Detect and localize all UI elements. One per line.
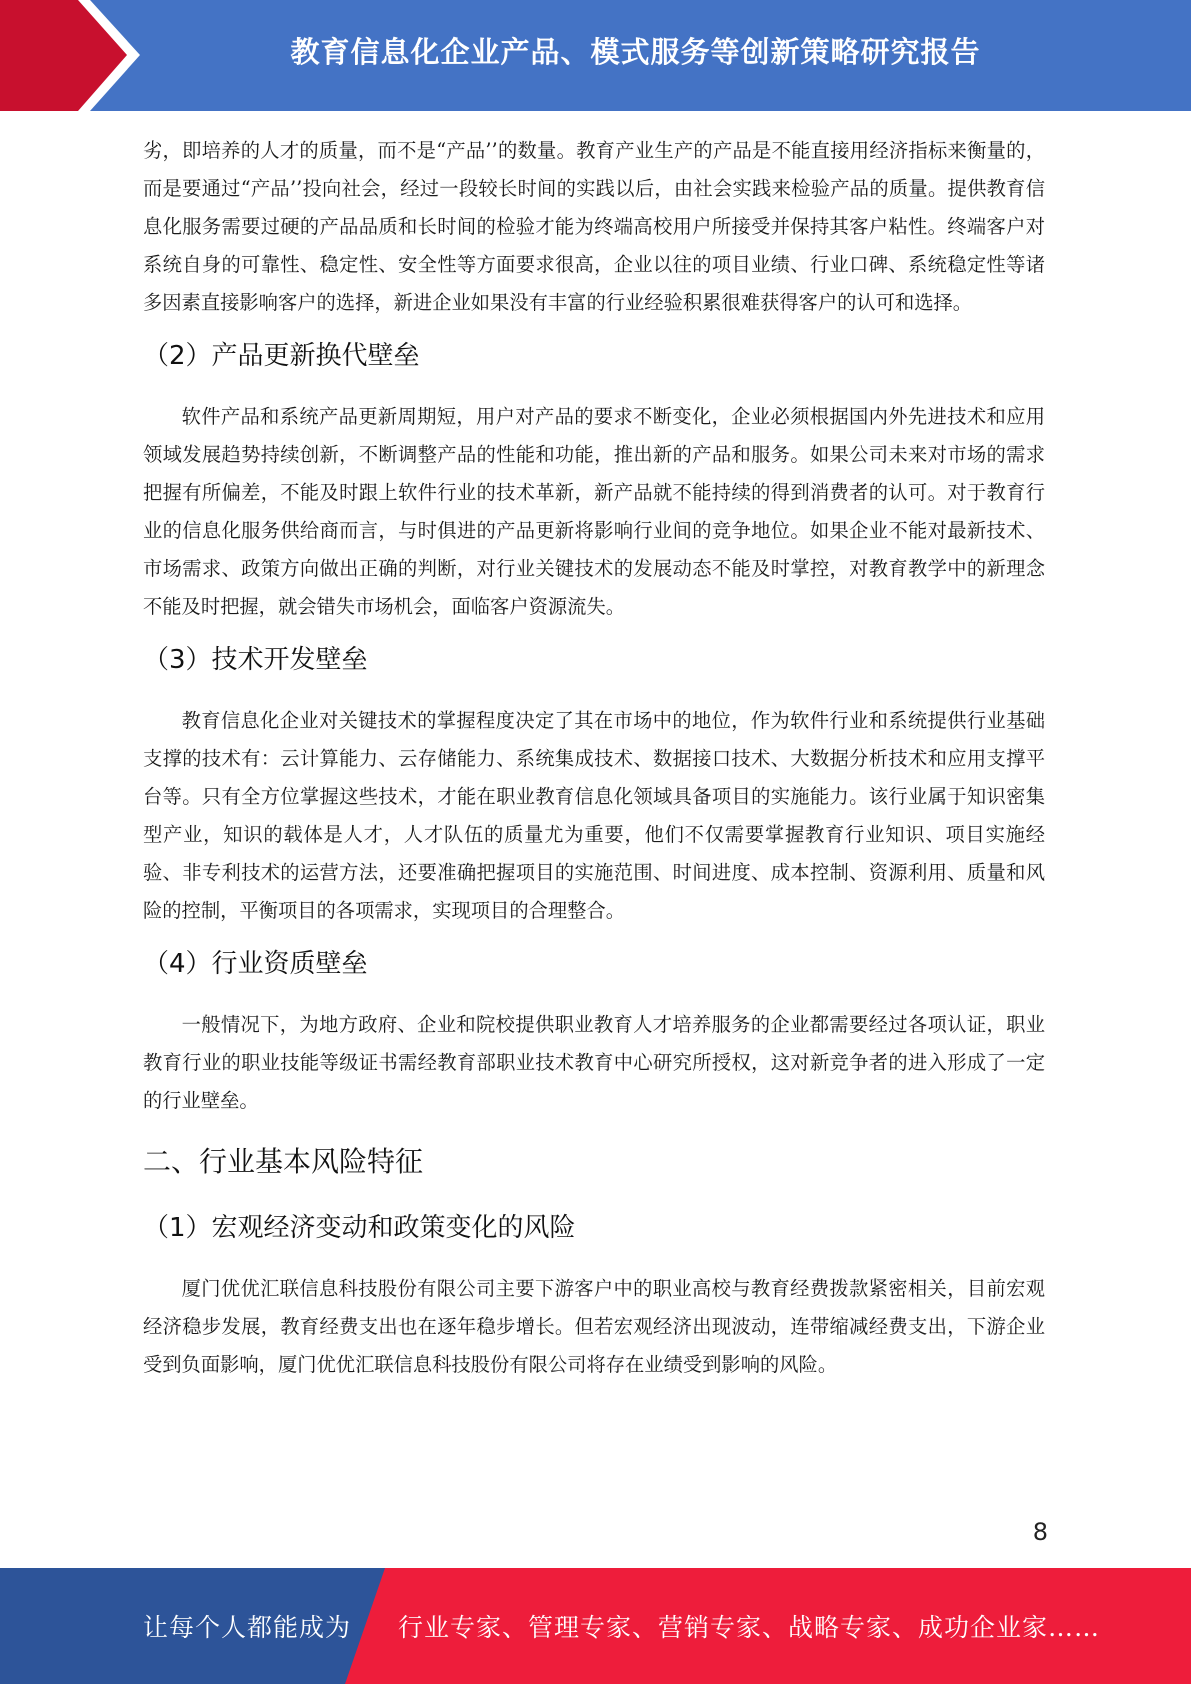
paragraph-continued: 劣，即培养的人才的质量，而不是“产品’’的数量。教育产业生产的产品是不能直接用经济指标来衡量的，而是要通过“产品’’投向社会，经过一段较长时间的实践以后，由社会实践来检验产品的质量。提供教育信息化服务需要过硬的产品品质和长时间的检验才能为终端高校用户所接受并保持其客户粘性。终端客户对系统自身的可靠性、稳定性、安全性等方面要求很高，企业以往的项目业绩、行业口碑、系统稳定性等诸多因素直接影响客户的选择，新进企业如果没有丰富的行业经验积累很难获得客户的认可和选择。 xyxy=(143,139,1045,314)
header-chevron-decoration xyxy=(0,0,160,111)
section-heading-product-update: （2）产品更新换代壁垒 xyxy=(143,341,420,371)
section-heading-qualification: （4）行业资质壁垒 xyxy=(143,949,368,979)
paragraph-product-update: 软件产品和系统产品更新周期短，用户对产品的要求不断变化，企业必须根据国内外先进技术和应用领域发展趋势持续创新，不断调整产品的性能和功能，推出新的产品和服务。如果公司未来对市场的需求把握有所偏差，不能及时跟上软件行业的技术革新，新产品就不能持续的得到消费者的认可。对于教育行业的信息化服务供给商而言，与时俱进的产品更新将影响行业间的竞争地位。如果企业不能对最新技术、市场需求、政策方向做出正确的判断，对行业关键技术的发展动态不能及时掌控，对教育教学中的新理念不能及时把握，就会错失市场机会，面临客户资源流失。 xyxy=(143,405,1045,618)
main-content xyxy=(143,132,1045,1384)
page-footer xyxy=(0,1568,1191,1684)
section-heading-macro-risk: （1）宏观经济变动和政策变化的风险 xyxy=(143,1213,576,1243)
header-title: 教育信息化企业产品、模式服务等创新策略研究报告 xyxy=(290,34,981,69)
footer-slogan-right: 行业专家、管理专家、营销专家、战略专家、成功企业家…… xyxy=(398,1613,1101,1642)
chapter-heading-risk: 二、行业基本风险特征 xyxy=(143,1145,424,1178)
paragraph-qualification: 一般情况下，为地方政府、企业和院校提供职业教育人才培养服务的企业都需要经过各项认证，职业教育行业的职业技能等级证书需经教育部职业技术教育中心研究所授权，这对新竞争者的进入形成了一定的行业壁垒。 xyxy=(143,1013,1045,1112)
section-heading-tech-dev: （3）技术开发壁垒 xyxy=(143,645,368,675)
paragraph-tech-dev: 教育信息化企业对关键技术的掌握程度决定了其在市场中的地位，作为软件行业和系统提供行业基础支撑的技术有：云计算能力、云存储能力、系统集成技术、数据接口技术、大数据分析技术和应用支撑平台等。只有全方位掌握这些技术，才能在职业教育信息化领域具备项目的实施能力。该行业属于知识密集型产业，知识的载体是人才，人才队伍的质量尤为重要，他们不仅需要掌握教育行业知识、项目实施经验、非专利技术的运营方法，还要准确把握项目的实施范围、时间进度、成本控制、资源利用、质量和风险的控制，平衡项目的各项需求，实现项目的合理整合。 xyxy=(143,709,1045,922)
paragraph-macro-risk: 厦门优优汇联信息科技股份有限公司主要下游客户中的职业高校与教育经费拨款紧密相关，目前宏观经济稳步发展，教育经费支出也在逐年稳步增长。但若宏观经济出现波动，连带缩减经费支出，下游企业受到负面影响，厦门优优汇联信息科技股份有限公司将存在业绩受到影响的风险。 xyxy=(143,1277,1045,1376)
page-header xyxy=(0,0,1191,111)
footer-slogan-left: 让每个人都能成为 xyxy=(143,1613,352,1642)
page-number: 8 xyxy=(1032,1518,1048,1546)
